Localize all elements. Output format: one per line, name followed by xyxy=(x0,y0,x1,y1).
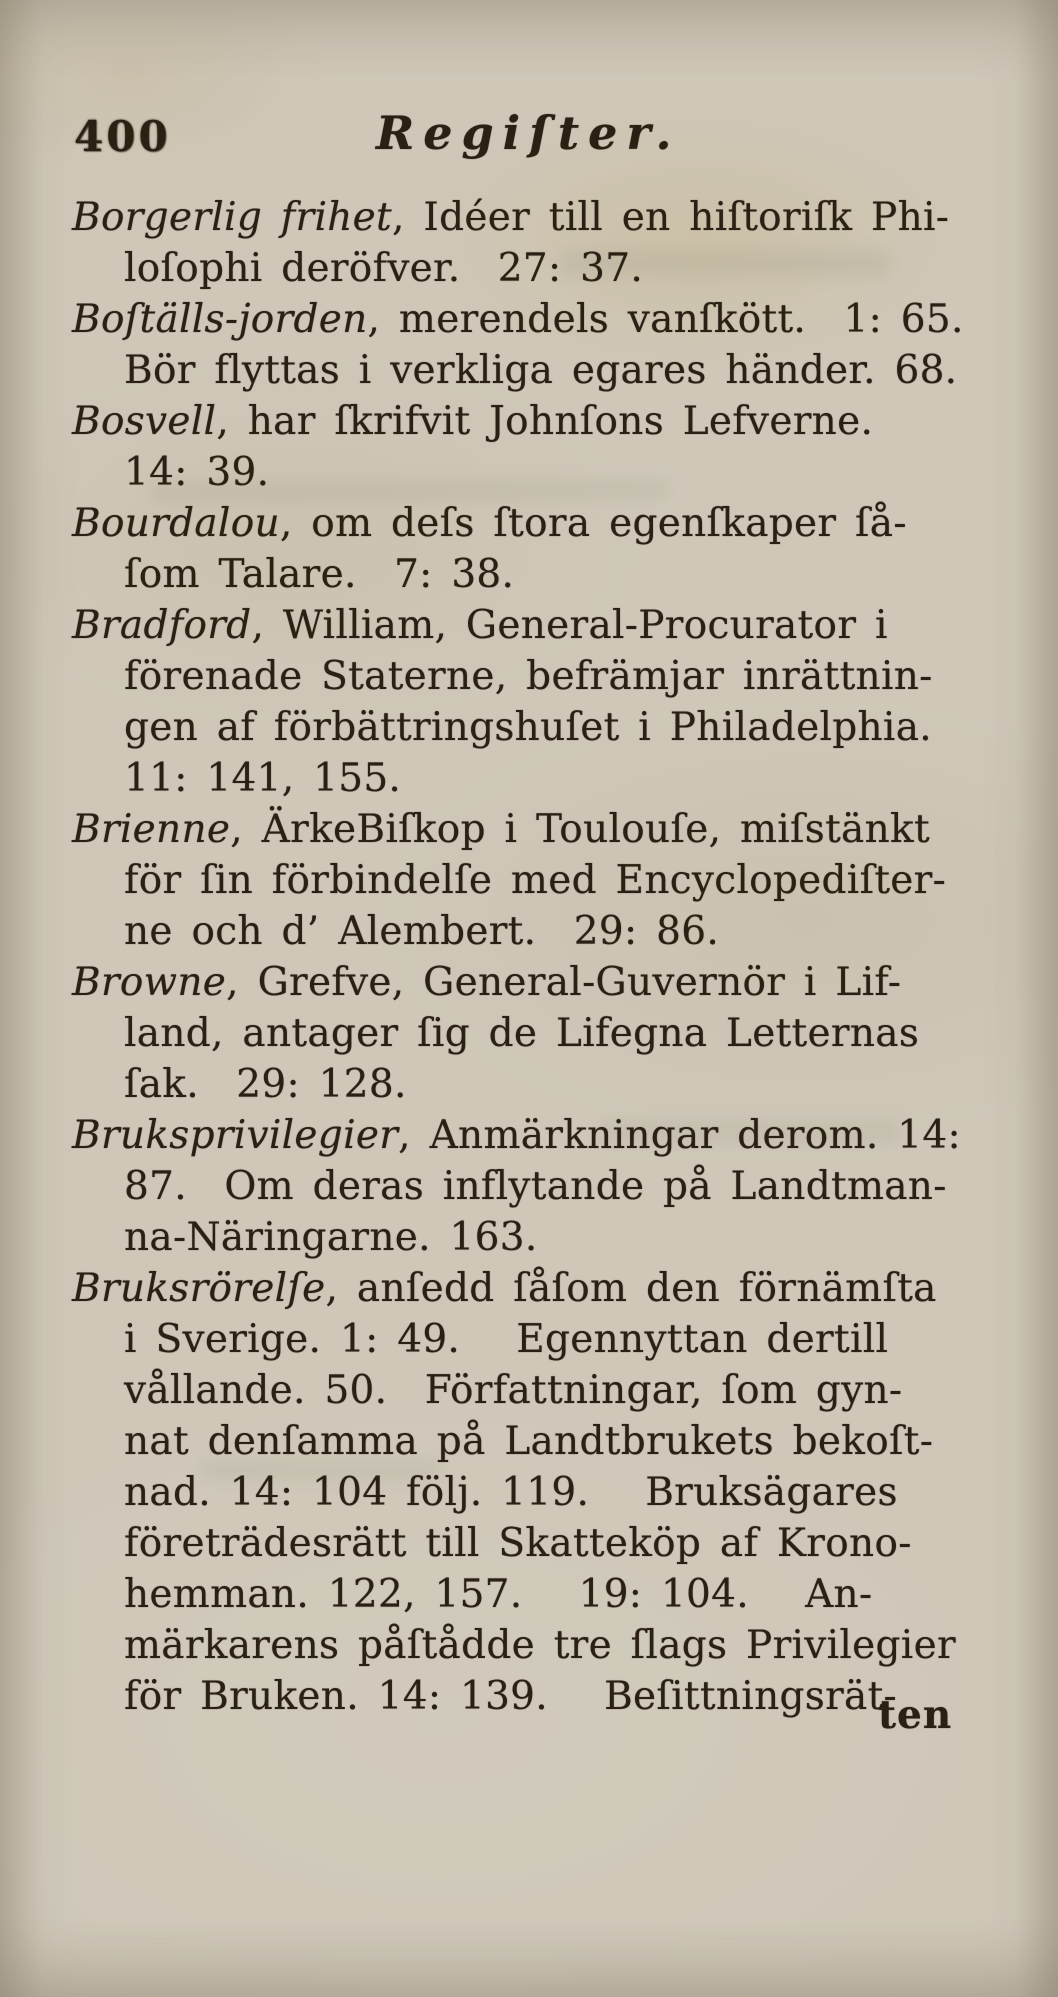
entry-first-line xyxy=(72,957,1022,1008)
entry-text: för ſin förbindelſe med Encyclopediſter- xyxy=(124,858,947,903)
entry-term: Browne xyxy=(72,960,227,1005)
entry-text: gen af förbättringshuſet i Philadelphia. xyxy=(124,705,932,750)
entry-continuation-line xyxy=(72,447,1022,498)
index-entries xyxy=(72,192,1022,1722)
entry-text: , har ſkrifvit Johnſons Lefverne. xyxy=(216,399,874,444)
entry-text: hemman. 122, 157. 19: 104. An- xyxy=(124,1572,873,1617)
entry-term: Bosvell xyxy=(72,399,217,444)
entry-text: , Idéer till en hiſtoriſk Phi- xyxy=(392,195,950,240)
entry-text: , anſedd ſåſom den förnämſta xyxy=(325,1266,937,1311)
entry-text: märkarens påſtådde tre ſlags Privilegier xyxy=(124,1623,956,1668)
entry-text: , merendels vanſkött. 1: 65. xyxy=(367,297,964,342)
entry-continuation-line xyxy=(72,702,1022,753)
entry-text: , om deſs ſtora egenſkaper ſå- xyxy=(279,501,907,546)
entry-first-line xyxy=(72,600,1022,651)
entry-continuation-line xyxy=(72,1467,1022,1518)
entry-term: Boſtälls-jorden xyxy=(72,297,368,342)
entry-continuation-line xyxy=(72,1314,1022,1365)
entry-text: i Sverige. 1: 49. Egennyttan dertill xyxy=(124,1317,889,1362)
entry-term: Bruksrörelſe xyxy=(72,1266,326,1311)
entry-text: land, antager ſig de Lifegna Letternas xyxy=(124,1011,920,1056)
entry-text: vållande. 50. Författningar, ſom gyn- xyxy=(124,1368,903,1413)
entry-text: ſom Talare. 7: 38. xyxy=(124,552,515,597)
entry-continuation-line xyxy=(72,1416,1022,1467)
entry-first-line xyxy=(72,294,1022,345)
entry-continuation-line xyxy=(72,1365,1022,1416)
entry-text: nad. 14: 104 följ. 119. Bruksägares xyxy=(124,1470,898,1515)
entry-continuation-line xyxy=(72,345,1022,396)
entry-text: för Bruken. 14: 139. Beſittningsrät- xyxy=(124,1674,898,1719)
entry-first-line xyxy=(72,396,1022,447)
entry-text: , William, General-Procurator i xyxy=(251,603,888,648)
entry-text: ne och d’ Alembert. 29: 86. xyxy=(124,909,720,954)
entry-continuation-line xyxy=(72,1518,1022,1569)
entry-text: na-Näringarne. 163. xyxy=(124,1215,538,1260)
entry-continuation-line xyxy=(72,1161,1022,1212)
entry-continuation-line xyxy=(72,651,1022,702)
entry-continuation-line xyxy=(72,906,1022,957)
page-number: 400 xyxy=(74,112,171,161)
entry-text: , ÄrkeBiſkop i Toulouſe, miſstänkt xyxy=(230,807,930,852)
entry-continuation-line xyxy=(72,753,1022,804)
entry-first-line xyxy=(72,804,1022,855)
catchword: ten xyxy=(878,1692,953,1738)
entry-text: 87. Om deras inflytande på Landtman- xyxy=(124,1164,947,1209)
entry-continuation-line xyxy=(72,243,1022,294)
entry-continuation-line xyxy=(72,1620,1022,1671)
entry-term: Bourdalou xyxy=(72,501,280,546)
entry-continuation-line xyxy=(72,1059,1022,1110)
page-title: Regiſter. xyxy=(376,106,681,160)
entry-text: , Grefve, General-Guvernör i Lif- xyxy=(226,960,902,1005)
entry-first-line xyxy=(72,498,1022,549)
entry-text: nat denſamma på Landtbrukets bekoſt- xyxy=(124,1419,934,1464)
entry-text: ſak. 29: 128. xyxy=(124,1062,407,1107)
entry-text: 11: 141, 155. xyxy=(124,756,402,801)
entry-text: Bör flyttas i verkliga egares händer. 68. xyxy=(124,348,958,393)
entry-term: Bruksprivilegier xyxy=(72,1113,399,1158)
entry-first-line xyxy=(72,1110,1022,1161)
running-head xyxy=(0,106,1058,170)
entry-continuation-line xyxy=(72,1008,1022,1059)
entry-term: Bradford xyxy=(72,603,252,648)
entry-text: företrädesrätt till Skatteköp af Krono- xyxy=(124,1521,912,1566)
entry-continuation-line xyxy=(72,549,1022,600)
entry-text: förenade Staterne, befrämjar inrättnin- xyxy=(124,654,933,699)
entry-continuation-line xyxy=(72,855,1022,906)
entry-term: Brienne xyxy=(72,807,231,852)
entry-text: loſophi deröfver. 27: 37. xyxy=(124,246,644,291)
entry-text: 14: 39. xyxy=(124,450,270,495)
entry-continuation-line xyxy=(72,1212,1022,1263)
entry-continuation-line xyxy=(72,1569,1022,1620)
entry-text: , Anmärkningar derom. 14: xyxy=(398,1113,961,1158)
entry-first-line xyxy=(72,192,1022,243)
entry-first-line xyxy=(72,1263,1022,1314)
entry-term: Borgerlig frihet xyxy=(72,195,393,240)
